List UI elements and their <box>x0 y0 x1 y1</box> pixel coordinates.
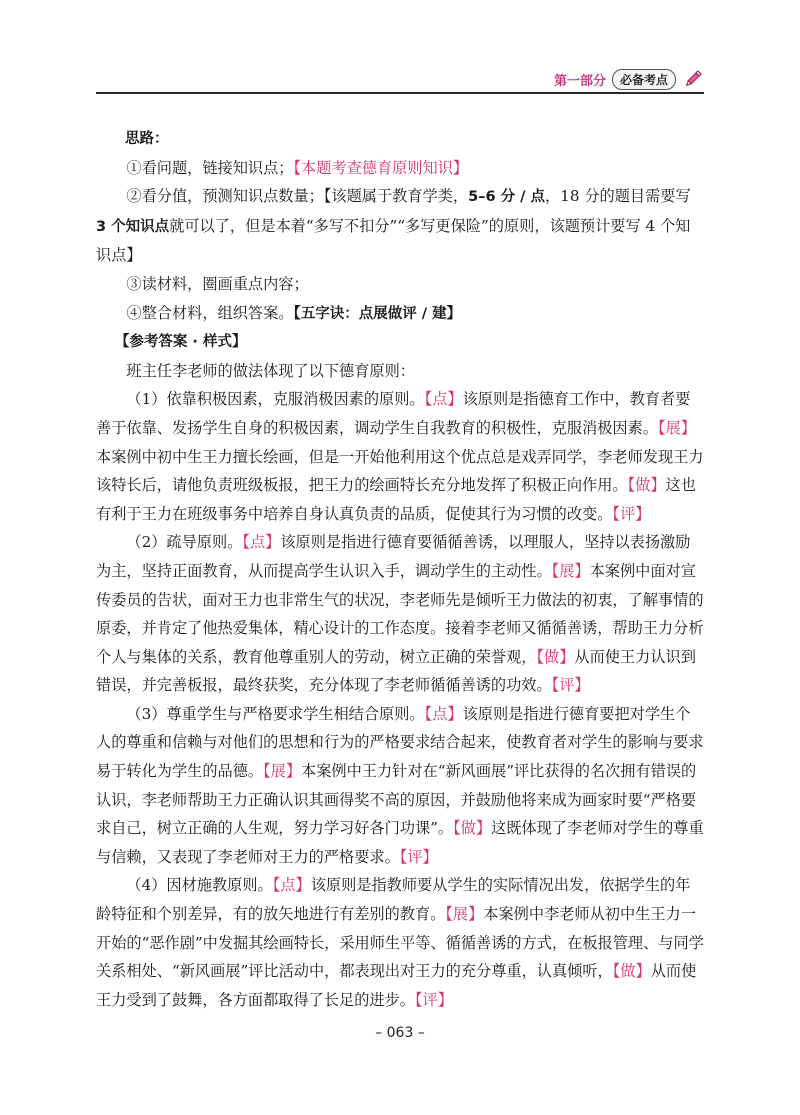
step-2-text-a: ②看分值，预测知识点数量；【该题属于教育学类， <box>126 187 469 206</box>
page-content <box>96 125 704 1014</box>
answer-item-2 <box>96 528 704 700</box>
header-rule <box>96 92 704 94</box>
item-2-principle: （2）疏导原则。 <box>126 533 243 552</box>
item-1-tag-evaluate: 【评】 <box>612 504 651 523</box>
item-3-tag-point: 【点】 <box>424 704 463 723</box>
thinking-title: 思路： <box>125 131 169 147</box>
item-3-principle: （3）尊重学生与严格要求学生相结合原则。 <box>126 704 425 723</box>
thinking-step-4 <box>96 299 704 329</box>
answer-item-1 <box>96 385 704 528</box>
item-4-tag-do: 【做】 <box>612 962 651 981</box>
item-1-case: 本案例中初中生王力擅长绘画，但是一开始他利用这个优点总是戏弄同学，李老师发现王力该特长后，请他负责班级板报，把王力的绘画特长充分地发挥了积极正向作用。 <box>96 447 704 495</box>
item-2-definition: 该原则是指进行德育要循循善诱，以理服人，坚持以表扬激励为主，坚持正面教育，从而提高学生认识入手，调动学生的主动性。 <box>96 533 691 580</box>
step-2-text-c: ，18 分的题目需要写 <box>544 187 691 206</box>
step-2-text-e: 就可以了，但是本着“多写不扣分”“多写更保险”的原则，该题预计要写 4 个知识点】 <box>96 216 691 265</box>
step-2-points: 5–6 分 / 点 <box>468 189 545 206</box>
answer-item-3 <box>96 700 704 872</box>
step-1-text: ①看问题，链接知识点； <box>126 158 294 177</box>
item-4-evaluation: 从而使王力受到了鼓舞，各方面都取得了长足的进步。 <box>96 962 697 1009</box>
item-2-tag-evaluate: 【评】 <box>551 676 590 695</box>
item-2-tag-expand: 【展】 <box>551 561 590 580</box>
item-4-tag-evaluate: 【评】 <box>414 990 453 1009</box>
item-1-evaluation: 这也有利于王力在班级事务中培养自身认真负责的品质，促使其行为习惯的改变。 <box>96 476 696 523</box>
thinking-step-3: ③读材料，圈画重点内容； <box>126 274 309 293</box>
step-1-tag: 【本题考查德育原则知识】 <box>293 158 469 177</box>
page-header <box>96 66 704 94</box>
thinking-step-1 <box>96 154 704 183</box>
step-2-count: 3 个知识点 <box>96 218 170 235</box>
item-3-tag-expand: 【展】 <box>263 762 302 781</box>
item-2-tag-do: 【做】 <box>536 647 575 666</box>
answer-title: 【参考答案 · 样式】 <box>114 334 247 351</box>
part-label: 第一部分 <box>553 73 606 89</box>
pencil-icon <box>682 68 704 90</box>
item-2-case: 本案例中面对宣传委员的告状，面对王力也非常生气的状况，李老师先是倾听王力做法的初衷，了解事情的原委，并肯定了他热爱集体，精心设计的工作态度。接着李老师又循循善诱，帮助王力分析个人与集体的关系，教育他尊重别人的劳动，树立正确的荣誉观， <box>96 561 704 666</box>
item-1-tag-do: 【做】 <box>627 476 666 495</box>
item-4-case: 本案例中李老师从初中生王力一开始的“恶作剧”中发掘其绘画特长，采用师生平等、循循善诱的方式，在板报管理、与同学关系相处、“新风画展”评比活动中，都表现出对王力的充分尊重，认真倾听， <box>96 905 704 981</box>
item-4-definition: 该原则是指教师要从学生的实际情况出发，依据学生的年龄特征和个别差异，有的放矢地进行有差别的教育。 <box>96 876 691 924</box>
step-4-text: ④整合材料，组织答案。 <box>126 303 294 322</box>
item-4-tag-expand: 【展】 <box>445 905 484 924</box>
item-3-definition: 该原则是指进行德育要把对学生个人的尊重和信赖与对他们的思想和行为的严格要求结合起来，使教育者对学生的影响与要求易于转化为学生的品德。 <box>96 704 704 781</box>
item-3-tag-evaluate: 【评】 <box>399 847 438 866</box>
answer-intro: 班主任李老师的做法体现了以下德育原则： <box>126 361 415 380</box>
item-2-tag-point: 【点】 <box>242 533 281 552</box>
page-number: – 063 – <box>375 1025 425 1041</box>
item-1-tag-expand: 【展】 <box>657 418 696 437</box>
item-1-principle: （1）依靠积极因素，克服消极因素的原则。 <box>126 390 425 409</box>
item-1-tag-point: 【点】 <box>424 390 463 409</box>
answer-item-4 <box>96 871 704 1014</box>
thinking-step-2 <box>96 182 704 270</box>
section-badge: 必备考点 <box>612 69 676 90</box>
step-4-formula: 【五字诀：点展做评 / 建】 <box>293 305 462 322</box>
item-3-evaluation: 这既体现了李老师对学生的尊重与信赖，又表现了李老师对王力的严格要求。 <box>96 819 704 866</box>
item-1-definition: 该原则是指德育工作中，教育者要善于依靠、发扬学生自身的积极因素，调动学生自我教育的积极性，克服消极因素。 <box>96 390 691 437</box>
item-4-principle: （4）因材施教原则。 <box>126 876 273 895</box>
item-2-evaluation: 从而使王力认识到错误，并完善板报，最终获奖，充分体现了李老师循循善诱的功效。 <box>96 647 696 695</box>
header-section-label <box>554 68 704 90</box>
item-3-tag-do: 【做】 <box>453 819 492 838</box>
item-3-case: 本案例中王力针对在“新风画展”评比获得的名次拥有错误的认识，李老师帮助王力正确认识其画得奖不高的原因，并鼓励他将来成为画家时要“严格要求自己，树立正确的人生观，努力学习好各门功课”。 <box>96 762 697 838</box>
item-4-tag-point: 【点】 <box>272 876 311 895</box>
